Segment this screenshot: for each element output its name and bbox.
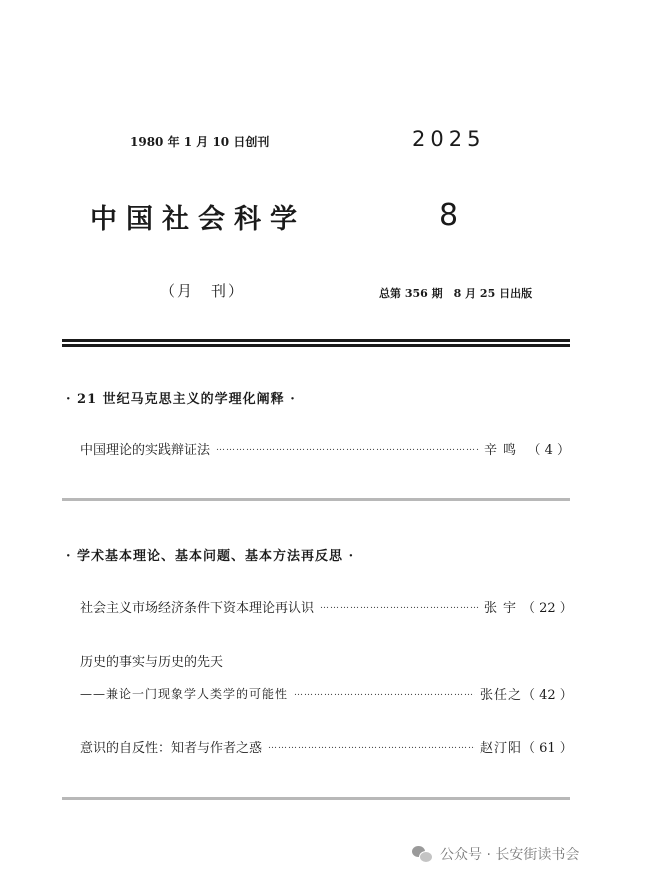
issue-info: 总第 356 期 8 月 25 日出版	[379, 287, 533, 300]
article-subtitle: ——兼论一门现象学人类学的可能性	[80, 686, 289, 701]
issue-number: 8	[439, 198, 459, 233]
founding-date: 1980 年 1 月 10 日创刊	[130, 135, 270, 149]
article-title[interactable]: 历史的事实与历史的先天	[80, 655, 224, 670]
dot-leader	[320, 601, 479, 611]
article-author: 辛鸣	[483, 442, 522, 458]
section-heading: · 21 世纪马克思主义的学理化阐释 ·	[66, 392, 296, 407]
article-page: （ 22 ）	[522, 600, 573, 616]
article-page: （ 4 ）	[527, 442, 570, 458]
article-author: 张宇	[483, 600, 522, 616]
toc-entry[interactable]	[80, 597, 573, 616]
publication-frequency: （月 刊）	[160, 282, 246, 300]
issue-year: 2025	[412, 127, 486, 151]
section-heading: · 学术基本理论、基本问题、基本方法再反思 ·	[66, 549, 355, 564]
article-title: 社会主义市场经济条件下资本理论再认识	[80, 600, 315, 616]
article-page: （ 61 ）	[522, 740, 573, 756]
header-rule-top	[62, 339, 570, 342]
header-rule-bottom	[62, 344, 570, 347]
wechat-icon	[412, 845, 434, 863]
article-author: 赵汀阳	[479, 740, 522, 756]
journal-title: 中国社会科学	[90, 204, 306, 235]
toc-entry[interactable]	[80, 684, 573, 703]
dot-leader	[216, 443, 479, 453]
article-page: （ 42 ）	[522, 687, 573, 703]
article-author: 张任之	[479, 687, 522, 703]
toc-entry[interactable]	[80, 737, 573, 756]
dot-leader	[294, 688, 475, 698]
watermark	[412, 844, 579, 864]
section-divider	[62, 498, 570, 501]
watermark-text: 公众号 · 长安街读书会	[440, 847, 580, 863]
dot-leader	[268, 741, 475, 751]
article-title: 意识的自反性：知者与作者之惑	[80, 740, 263, 756]
section-divider	[62, 797, 570, 800]
toc-entry[interactable]	[80, 439, 570, 457]
article-title: 中国理论的实践辩证法	[80, 442, 211, 458]
